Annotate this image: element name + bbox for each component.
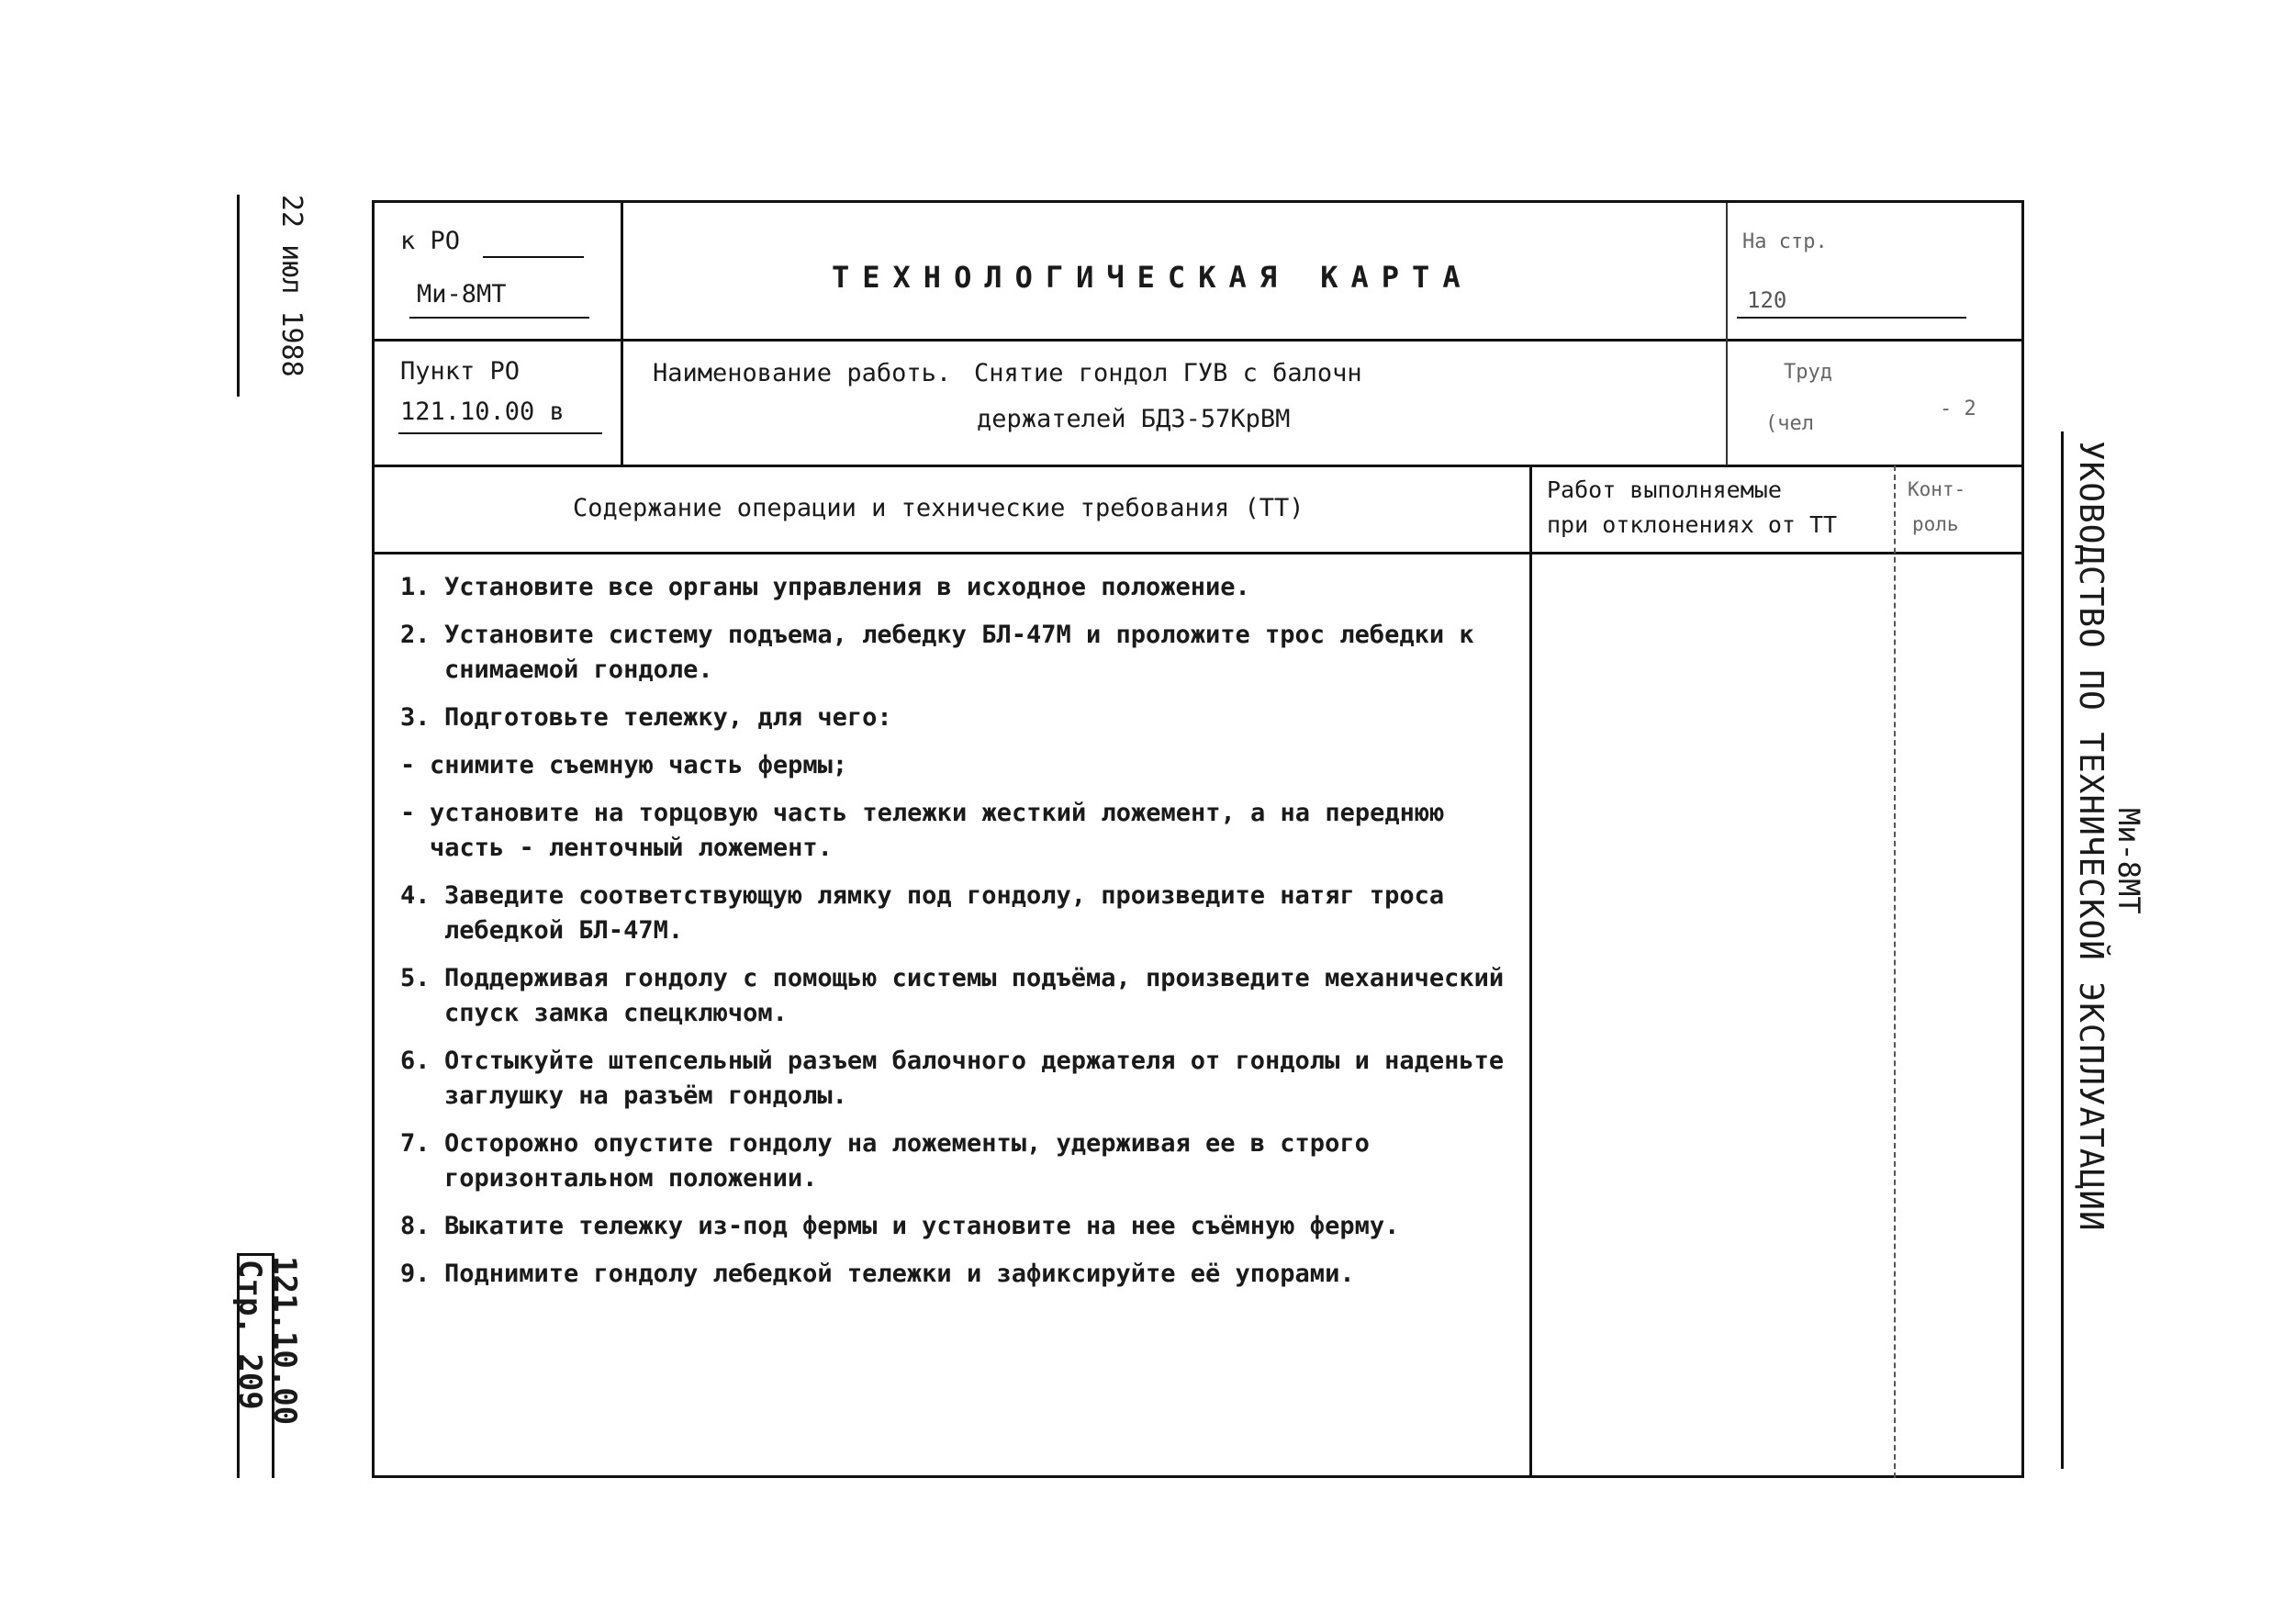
operation-text: Отстыкуйте штепсельный разъем балочного держателя от гондолы и наденьте заглушку на разъём гондолы.: [444, 1047, 1505, 1110]
item-label: Пункт РО: [400, 357, 521, 386]
work-name-line1: Снятие гондол ГУВ с балочн: [974, 359, 1362, 387]
operation-item: [400, 1126, 1529, 1196]
labor-label-1: Труд: [1784, 361, 1832, 384]
col-control-header-2: роль: [1912, 513, 1959, 535]
sheet-value: 120: [1747, 287, 1787, 313]
technology-card: [372, 200, 2024, 1478]
operation-item: [400, 1257, 1529, 1292]
table-col-sep-2: [1894, 465, 1896, 1478]
col-operations-header: Содержание операции и технические требования (ТТ): [573, 494, 1304, 522]
operation-number: 4.: [400, 881, 431, 910]
table-col-sep-1: [1529, 465, 1532, 1478]
doc-date: 22 июл 1988: [275, 195, 308, 377]
sheet-label: На стр.: [1742, 230, 1828, 253]
card-title: ТЕХНОЛОГИЧЕСКАЯ КАРТА: [832, 260, 1473, 295]
operation-item: [400, 618, 1529, 688]
operations-list: [400, 570, 1529, 1305]
col-deviations-header-2: при отклонениях от ТТ: [1547, 511, 1838, 538]
col-control-header-1: Конт-: [1908, 478, 1966, 500]
right-binding-line: [2061, 431, 2064, 1469]
header-col-sep-1: [621, 203, 623, 465]
table-header-divider: [375, 552, 2021, 554]
operation-number: 8.: [400, 1212, 431, 1240]
operation-item: [400, 1209, 1529, 1244]
labor-label-2: (чел: [1765, 412, 1814, 435]
section-number: 121.10.00: [266, 1256, 303, 1426]
operation-number: 1.: [400, 573, 431, 601]
operation-number: 3.: [400, 703, 431, 732]
ref-value: Ми-8МТ: [417, 280, 507, 308]
sheet-underline: [1737, 317, 1966, 319]
operation-number: -: [400, 799, 416, 827]
page-number: Стр. 209: [231, 1260, 268, 1410]
col-deviations-header-1: Работ выполняемые: [1547, 476, 1782, 503]
operation-item: [400, 570, 1529, 605]
work-name-line2: держателей БД3-57КрВМ: [977, 405, 1291, 433]
operation-item: [400, 1044, 1529, 1114]
item-value: 121.10.00 в: [400, 398, 565, 426]
operation-text: Выкатите тележку из-под фермы и установите на нее съёмную ферму.: [444, 1212, 1400, 1240]
operation-number: 5.: [400, 964, 431, 992]
aircraft-type: Ми-8МТ: [2111, 808, 2146, 914]
operation-number: 2.: [400, 621, 431, 649]
operation-item: [400, 796, 1529, 866]
labor-value: - 2: [1940, 398, 1976, 420]
header-col-sep-2: [1726, 203, 1728, 465]
operation-text: Поддерживая гондолу с помощью системы подъёма, произведите механический спуск замка спецключом.: [444, 964, 1505, 1027]
ref-underline-2: [409, 317, 589, 319]
operation-text: Поднимите гондолу лебедкой тележки и зафиксируйте её упорами.: [444, 1260, 1355, 1288]
operation-text: Осторожно опустите гондолу на ложементы, удерживая ее в строго горизонтальном положении.: [444, 1129, 1370, 1193]
operation-number: -: [400, 751, 416, 779]
operation-number: 9.: [400, 1260, 431, 1288]
operation-item: [400, 748, 1529, 783]
left-binding-line-1: [237, 195, 240, 397]
operation-text: Установите все органы управления в исходное положение.: [444, 573, 1250, 601]
work-label: Наименование работь.: [653, 359, 952, 387]
ref-label: к РО: [400, 227, 461, 255]
operation-text: снимите съемную часть фермы;: [430, 751, 848, 779]
operation-number: 6.: [400, 1047, 431, 1075]
item-underline: [398, 432, 602, 434]
operation-text: Установите систему подъема, лебедку БЛ-47М и проложите трос лебедки к снимаемой гондоле.: [444, 621, 1474, 684]
operation-number: 7.: [400, 1129, 431, 1158]
operation-text: Подготовьте тележку, для чего:: [444, 703, 892, 732]
operation-item: [400, 961, 1529, 1031]
operation-text: установите на торцовую часть тележки жесткий ложемент, а на переднюю часть - ленточный ложемент.: [430, 799, 1445, 862]
operation-item: [400, 879, 1529, 948]
manual-title: УКОВОДСТВО ПО ТЕХНИЧЕСКОЙ ЭКСПЛУАТАЦИИ: [2072, 441, 2110, 1232]
ref-underline-1: [483, 256, 584, 258]
operation-item: [400, 700, 1529, 735]
operation-text: Заведите соответствующую лямку под гондолу, произведите натяг троса лебедкой БЛ-47М.: [444, 881, 1445, 945]
